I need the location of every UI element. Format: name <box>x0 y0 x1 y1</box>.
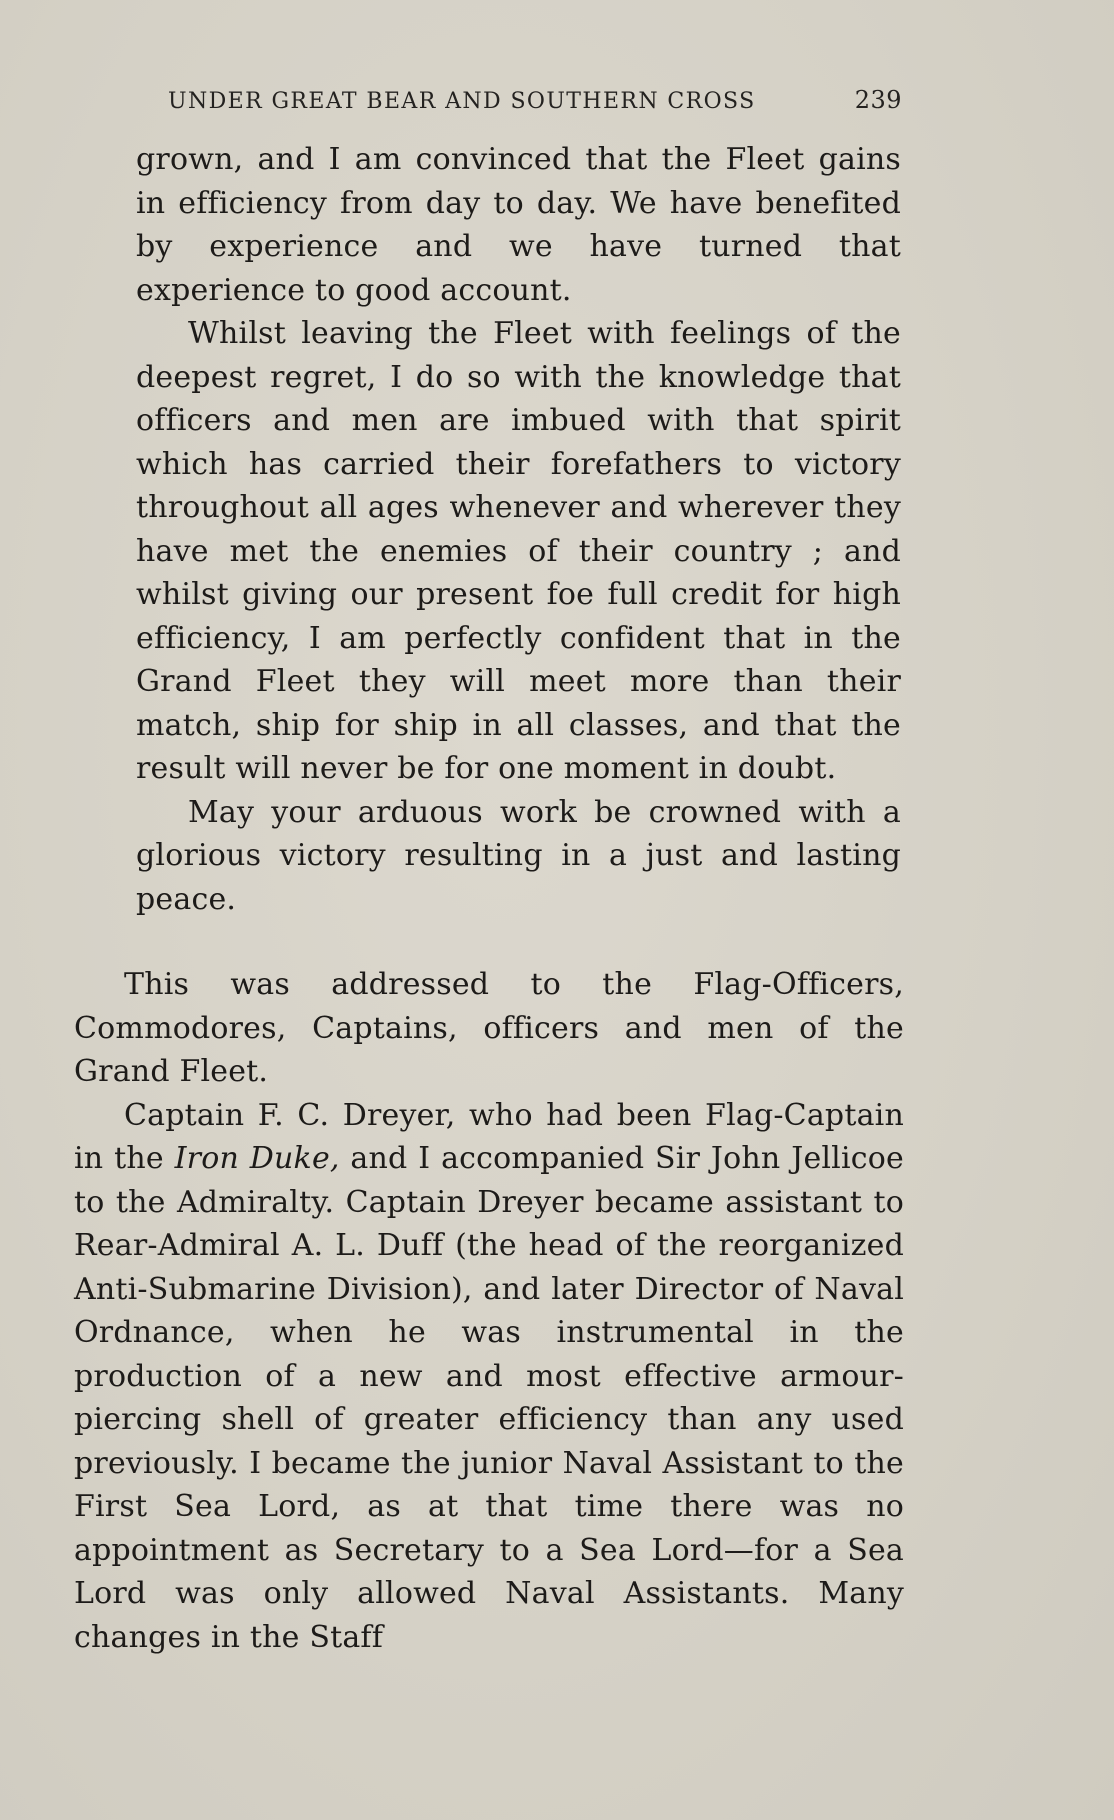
body-paragraph-2-text-end: and I accompanied Sir John Jellicoe to the Admiralty. Captain Dreyer became assistant to Rear-Admiral A. L. Duff (the head of the reorganized Anti-Submarine Division), and later Director of Naval Ordnance, when he was instrumental in the production of a new and most effective armour-piercing shell of greater efficiency than any used previously. I became the junior Naval Assistant to the First Sea Lord, as at that time there was no appointment as Secretary to a Sea Lord—for a Sea Lord was only allowed Naval Assistants. Many changes in the Staff <box>74 1141 904 1655</box>
quote-paragraph-2: Whilst leaving the Fleet with feelings of the deepest regret, I do so with the knowledge that officers and men are imbued with that spirit which has carried their forefathers to victory throughout all ages whenever and wherever they have met the enemies of their country ; and whilst giving our present foe full credit for high efficiency, I am perfectly confident that in the Grand Fleet they will meet more than their match, ship for ship in all classes, and that the result will never be for one moment in doubt. <box>136 316 901 786</box>
running-head <box>168 86 902 114</box>
body-text <box>74 963 904 1659</box>
quote-paragraph-1: grown, and I am convinced that the Fleet gains in efficiency from day to day. We have benefited by experience and we have turned that experience to good account. <box>136 142 901 308</box>
body-paragraph-2-text-start: Captain F. C. Dreyer, who had been Flag-Captain in the <box>74 1097 904 1176</box>
body-paragraph-1: This was addressed to the Flag-Officers, Commodores, Captains, officers and men of the Grand Fleet. <box>74 967 904 1089</box>
quoted-message <box>136 138 901 921</box>
body-paragraph-2 <box>74 1094 904 1660</box>
quote-paragraph-3: May your arduous work be crowned with a glorious victory resulting in a just and lasting peace. <box>136 794 901 917</box>
page-number: 239 <box>854 86 902 114</box>
ship-name-italic: Iron Duke, <box>174 1141 340 1176</box>
running-title: UNDER GREAT BEAR AND SOUTHERN CROSS <box>168 89 756 114</box>
